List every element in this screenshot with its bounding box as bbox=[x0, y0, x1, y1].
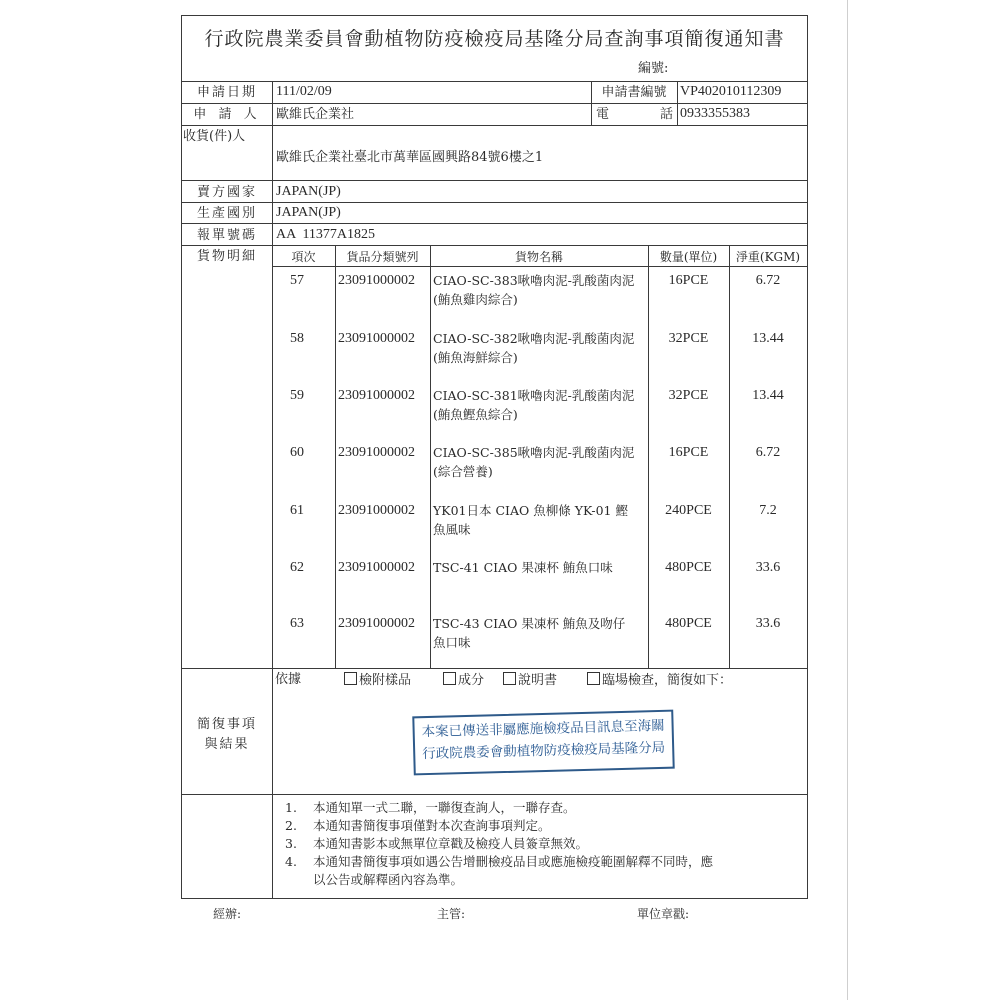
handler-label: 經辦: bbox=[213, 907, 242, 921]
item-no: 60 bbox=[290, 445, 304, 460]
option-onsite-inspection[interactable]: 臨場檢查，簡復如下： bbox=[587, 672, 732, 689]
note-2-num: 2. bbox=[285, 818, 297, 833]
reply-section-label-1: 簡復事項 bbox=[196, 717, 257, 732]
applicant-value: 歐維氏企業社 bbox=[276, 107, 355, 122]
consignee-label: 收貨(件)人 bbox=[183, 129, 246, 144]
item-qty: 16PCE bbox=[668, 273, 709, 288]
phone-label-right: 話 bbox=[660, 107, 674, 122]
col-header-name: 貨物名稱 bbox=[514, 250, 563, 264]
checkbox-icon[interactable] bbox=[503, 672, 516, 685]
option-sample[interactable]: 檢附樣品 bbox=[344, 672, 411, 689]
document-title: 行政院農業委員會動植物防疫檢疫局基隆分局查詢事項簡復通知書 bbox=[204, 28, 785, 50]
declaration-no-value: AA 11377A1825 bbox=[276, 227, 376, 242]
divider bbox=[182, 668, 807, 669]
unit-seal-label: 單位章戳: bbox=[637, 907, 690, 921]
item-no: 58 bbox=[290, 331, 304, 346]
item-code: 23091000002 bbox=[338, 445, 415, 460]
divider bbox=[182, 202, 807, 203]
item-code: 23091000002 bbox=[338, 560, 415, 575]
item-code: 23091000002 bbox=[338, 503, 415, 518]
divider bbox=[272, 266, 807, 267]
note-3-text: 本通知書影本或無單位章戳及檢疫人員簽章無效。 bbox=[313, 836, 589, 851]
item-name: YK01日本 CIAO 魚柳條 YK-01 鰹魚風味 bbox=[433, 503, 628, 537]
note-4-num: 4. bbox=[285, 854, 297, 869]
application-no-label: 申請書編號 bbox=[601, 85, 667, 100]
item-qty: 240PCE bbox=[665, 503, 712, 518]
item-weight: 33.6 bbox=[755, 560, 781, 575]
origin-country-label: 生產國別 bbox=[196, 206, 257, 221]
item-no: 59 bbox=[290, 388, 304, 403]
item-name: TSC-43 CIAO 果凍杯 鮪魚及吻仔魚口味 bbox=[433, 616, 626, 650]
divider bbox=[182, 794, 807, 795]
note-4-text: 本通知書簡復事項如遇公告增刪檢疫品目或應施檢疫範圍解釋不同時，應 bbox=[313, 854, 714, 869]
col-divider bbox=[272, 81, 273, 898]
checkbox-icon[interactable] bbox=[587, 672, 600, 685]
item-qty: 480PCE bbox=[665, 560, 712, 575]
divider bbox=[182, 245, 807, 246]
reply-section-label-2: 與結果 bbox=[204, 737, 250, 752]
note-3-num: 3. bbox=[285, 836, 297, 851]
col-divider bbox=[335, 245, 336, 668]
phone-label-left: 電 bbox=[596, 107, 610, 122]
apply-date-value: 111/02/09 bbox=[276, 84, 332, 99]
serial-label: 編號: bbox=[638, 61, 669, 76]
official-stamp bbox=[412, 710, 674, 776]
item-qty: 480PCE bbox=[665, 616, 712, 631]
item-weight: 6.72 bbox=[755, 273, 781, 288]
col-header-weight: 淨重(KGM) bbox=[735, 250, 801, 264]
divider bbox=[182, 125, 807, 126]
apply-date-label: 申請日期 bbox=[196, 85, 257, 100]
page-edge bbox=[847, 0, 848, 1000]
consignee-value: 歐維氏企業社臺北市萬華區國興路84號6樓之1 bbox=[276, 150, 544, 165]
note-1-text: 本通知單一式二聯，一聯復查詢人，一聯存查。 bbox=[313, 800, 576, 815]
declaration-no-label: 報單號碼 bbox=[196, 228, 257, 243]
phone-value: 0933355383 bbox=[680, 106, 750, 121]
divider bbox=[182, 223, 807, 224]
item-no: 57 bbox=[290, 273, 304, 288]
col-divider bbox=[677, 81, 678, 125]
note-1-num: 1. bbox=[285, 800, 297, 815]
option-manual[interactable]: 說明書 bbox=[503, 672, 557, 689]
item-name: TSC-41 CIAO 果凍杯 鮪魚口味 bbox=[433, 560, 613, 575]
item-code: 23091000002 bbox=[338, 273, 415, 288]
item-qty: 32PCE bbox=[668, 388, 709, 403]
basis-label: 依據 bbox=[275, 672, 302, 687]
application-no-value: VP402010112309 bbox=[680, 84, 782, 99]
item-name: CIAO-SC-381啾嚕肉泥-乳酸菌肉泥(鮪魚鰹魚綜合) bbox=[433, 388, 635, 422]
divider bbox=[182, 81, 807, 82]
item-weight: 13.44 bbox=[752, 388, 784, 403]
item-name: CIAO-SC-385啾嚕肉泥-乳酸菌肉泥(綜合營養) bbox=[433, 445, 635, 479]
applicant-label: 申 請 人 bbox=[193, 107, 261, 122]
col-header-qty: 數量(單位) bbox=[659, 250, 718, 264]
option-ingredients[interactable]: 成分 bbox=[443, 672, 484, 689]
stamp-line-1: 本案已傳送非屬應施檢疫品目訊息至海關 bbox=[421, 717, 665, 741]
note-4-continued: 以公告或解釋函內容為準。 bbox=[313, 872, 464, 887]
item-no: 61 bbox=[290, 503, 304, 518]
note-2-text: 本通知書簡復事項僅對本次查詢事項判定。 bbox=[313, 818, 551, 833]
origin-country-value: JAPAN(JP) bbox=[276, 205, 341, 220]
col-header-item: 項次 bbox=[291, 250, 316, 264]
item-code: 23091000002 bbox=[338, 616, 415, 631]
divider bbox=[182, 180, 807, 181]
item-weight: 13.44 bbox=[752, 331, 784, 346]
item-code: 23091000002 bbox=[338, 388, 415, 403]
supervisor-label: 主管: bbox=[437, 907, 466, 921]
seller-country-label: 賣方國家 bbox=[196, 185, 257, 200]
item-no: 62 bbox=[290, 560, 304, 575]
divider bbox=[182, 103, 807, 104]
checkbox-icon[interactable] bbox=[443, 672, 456, 685]
item-weight: 33.6 bbox=[755, 616, 781, 631]
goods-section-label: 貨物明細 bbox=[196, 249, 257, 264]
item-name: CIAO-SC-382啾嚕肉泥-乳酸菌肉泥(鮪魚海鮮綜合) bbox=[433, 331, 635, 365]
seller-country-value: JAPAN(JP) bbox=[276, 184, 341, 199]
checkbox-icon[interactable] bbox=[344, 672, 357, 685]
item-qty: 32PCE bbox=[668, 331, 709, 346]
item-qty: 16PCE bbox=[668, 445, 709, 460]
col-divider bbox=[430, 245, 431, 668]
col-header-code: 貨品分類號列 bbox=[346, 250, 419, 264]
item-code: 23091000002 bbox=[338, 331, 415, 346]
stamp-line-2: 行政院農委會動植物防疫檢疫局基隆分局 bbox=[422, 739, 666, 763]
item-name: CIAO-SC-383啾嚕肉泥-乳酸菌肉泥(鮪魚雞肉綜合) bbox=[433, 273, 635, 307]
item-weight: 7.2 bbox=[759, 503, 777, 518]
item-weight: 6.72 bbox=[755, 445, 781, 460]
item-no: 63 bbox=[290, 616, 304, 631]
